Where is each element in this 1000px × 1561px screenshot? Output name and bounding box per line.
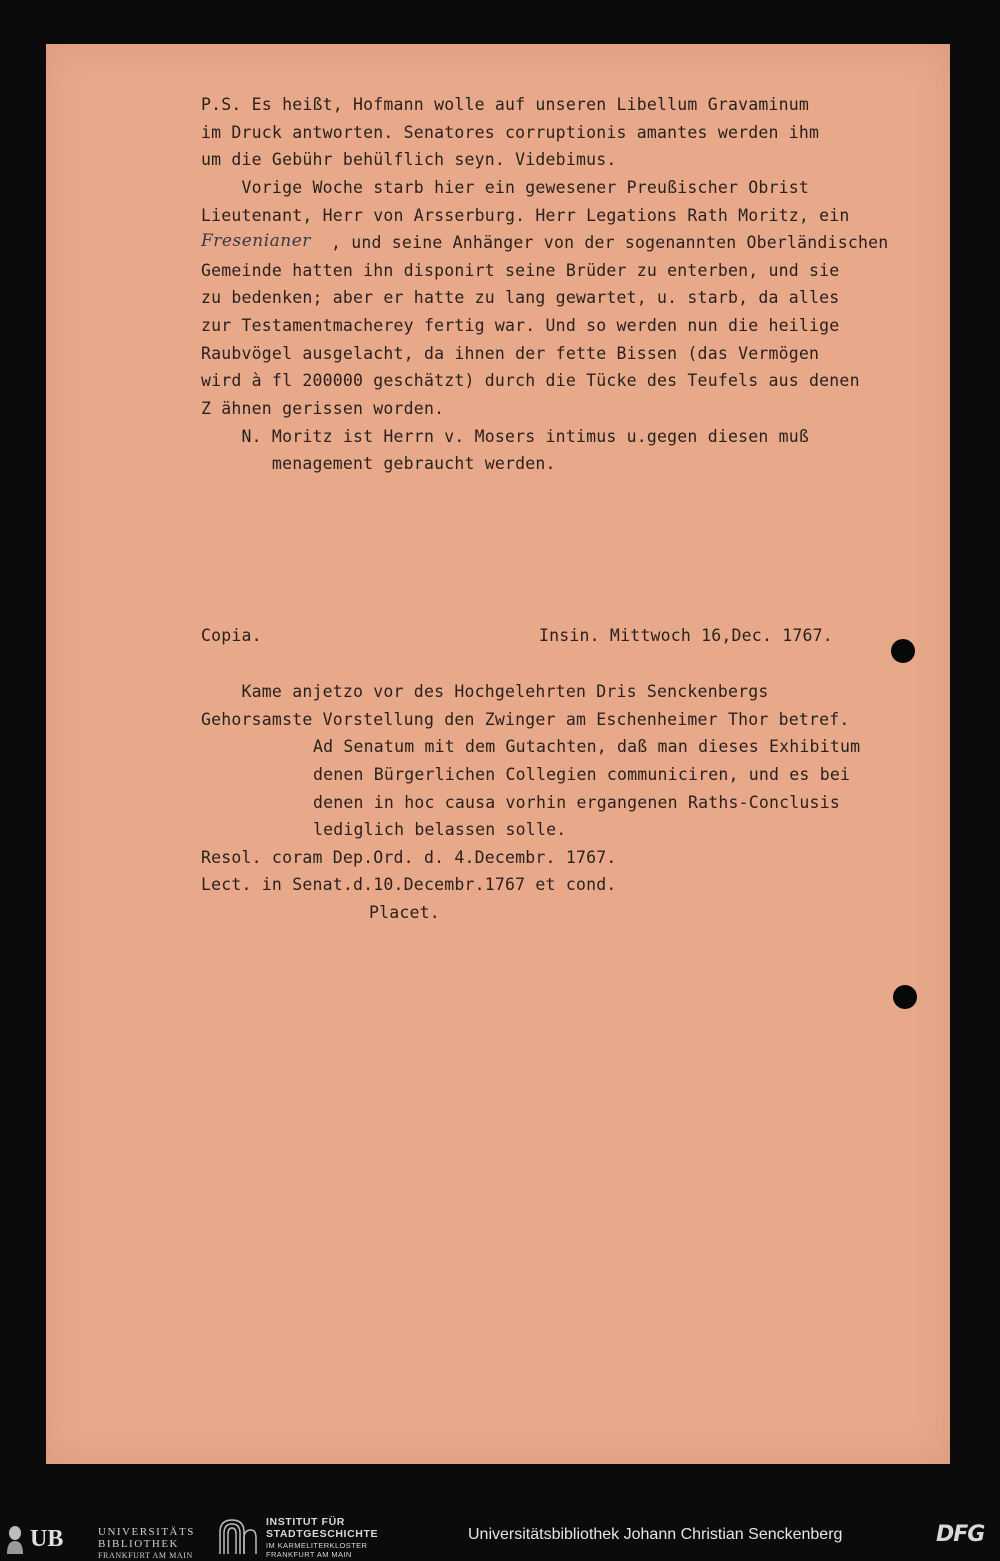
dfg-logo: DFG bbox=[936, 1522, 985, 1547]
resol-line: Resol. coram Dep.Ord. d. 4.Decembr. 1767. bbox=[201, 848, 617, 867]
isg-text-line-2: STADTGESCHICHTE bbox=[266, 1528, 379, 1540]
para-line-9: Z ähnen gerissen worden. bbox=[201, 399, 445, 418]
ub-logo bbox=[6, 1524, 195, 1560]
isg-text-line-1: INSTITUT FÜR bbox=[266, 1516, 345, 1528]
note-line-1: N. Moritz ist Herrn v. Mosers intimus u.gegen diesen muß bbox=[201, 427, 810, 446]
para-line-4: Gemeinde hatten ihn disponirt seine Brüder zu enterben, und sie bbox=[201, 261, 840, 280]
lect-line: Lect. in Senat.d.10.Decembr.1767 et cond. bbox=[201, 875, 617, 894]
ps-line-1: P.S. Es heißt, Hofmann wolle auf unseren Libellum Gravaminum bbox=[201, 95, 810, 114]
insin-date: Insin. Mittwoch 16,Dec. 1767. bbox=[539, 626, 833, 645]
ub-mark: UB bbox=[30, 1526, 64, 1552]
portrait-icon bbox=[6, 1524, 24, 1554]
para-line-5: zu bedenken; aber er hatte zu lang gewartet, u. starb, da alles bbox=[201, 288, 840, 307]
placet-line: Placet. bbox=[369, 903, 440, 922]
ub-text-line-2: BIBLIOTHEK bbox=[98, 1538, 179, 1550]
copia-intro-line-1: Kame anjetzo vor des Hochgelehrten Dris Senckenbergs bbox=[201, 682, 769, 701]
ps-line-2: im Druck antworten. Senatores corruptionis amantes werden ihm bbox=[201, 123, 820, 142]
punch-hole-lower bbox=[893, 985, 917, 1009]
resolution-line-2: denen Bürgerlichen Collegien communiciren, und es bei bbox=[313, 765, 851, 784]
isg-text-line-3: IM KARMELITERKLOSTER bbox=[266, 1541, 368, 1550]
ub-text-line-3: FRANKFURT AM MAIN bbox=[98, 1551, 193, 1560]
ub-text-line-1: UNIVERSITÄTS bbox=[98, 1526, 195, 1538]
para-line-7: Raubvögel ausgelacht, da ihnen der fette Bissen (das Vermögen bbox=[201, 344, 820, 363]
para-line-2: Lieutenant, Herr von Arsserburg. Herr Legations Rath Moritz, ein bbox=[201, 206, 850, 225]
isg-text-line-4: FRANKFURT AM MAIN bbox=[266, 1550, 352, 1559]
punch-hole-upper bbox=[891, 639, 915, 663]
copia-label: Copia. bbox=[201, 626, 262, 645]
footer-bar bbox=[0, 1510, 1000, 1561]
footer-library-name: Universitätsbibliothek Johann Christian Senckenberg bbox=[468, 1526, 843, 1543]
ps-line-3: um die Gebühr behülflich seyn. Videbimus. bbox=[201, 150, 617, 169]
copia-intro-line-2: Gehorsamste Vorstellung den Zwinger am Eschenheimer Thor betref. bbox=[201, 710, 850, 729]
para-line-8: wird à fl 200000 geschätzt) durch die Tücke des Teufels aus denen bbox=[201, 371, 860, 390]
note-line-2: menagement gebraucht werden. bbox=[201, 454, 556, 473]
isg-arches-icon bbox=[218, 1518, 258, 1554]
para-line-6: zur Testamentmacherey fertig war. Und so werden nun die heilige bbox=[201, 316, 840, 335]
para-line-3-rest: , und seine Anhänger von der sogenannten Oberländischen bbox=[331, 233, 889, 252]
document-page bbox=[46, 44, 950, 1464]
resolution-line-1: Ad Senatum mit dem Gutachten, daß man dieses Exhibitum bbox=[313, 737, 861, 756]
handwritten-annotation: Fresenianer bbox=[201, 231, 311, 251]
para-line-1: Vorige Woche starb hier ein gewesener Preußischer Obrist bbox=[201, 178, 810, 197]
resolution-line-3: denen in hoc causa vorhin ergangenen Raths-Conclusis bbox=[313, 793, 840, 812]
resolution-line-4: lediglich belassen solle. bbox=[313, 820, 567, 839]
